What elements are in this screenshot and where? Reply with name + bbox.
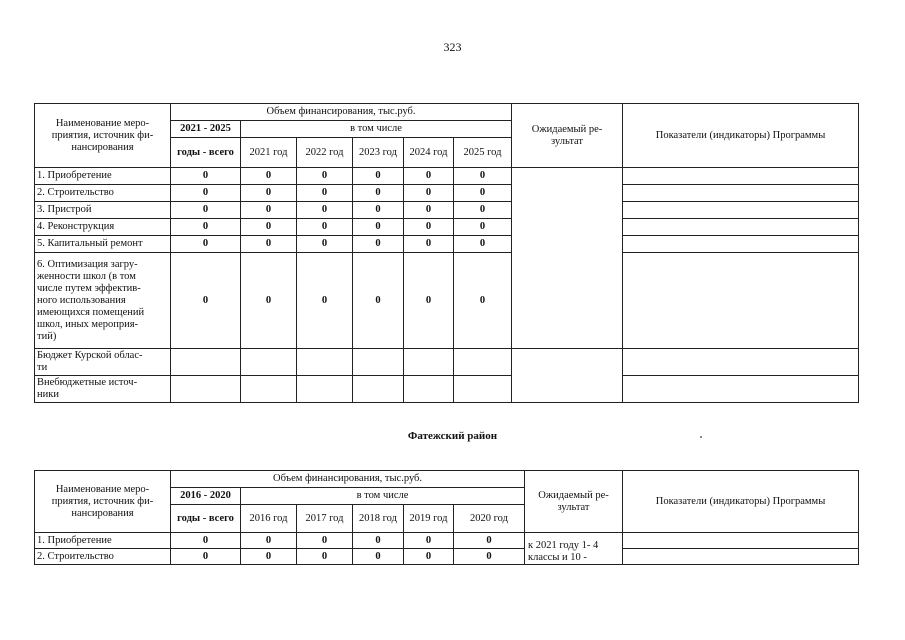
cell-value: 0 [404,168,454,185]
cell-value: 0 [353,219,404,236]
header-total: годы - всего [171,138,241,168]
cell-value: 0 [454,185,512,202]
cell-value: 0 [404,236,454,253]
cell-total: 0 [171,236,241,253]
cell-value: 0 [241,236,297,253]
result-cell: к 2021 году 1- 4 классы и 10 - [525,533,623,565]
header-including: в том числе [241,121,512,138]
cell-value: 0 [454,253,512,349]
cell-total: 0 [171,533,241,549]
header-year-2: 2017 год [297,505,353,533]
cell-value: 0 [241,168,297,185]
header-year-4: 2024 год [404,138,454,168]
row-name: 2. Строительство [35,185,171,202]
cell-value: 0 [454,236,512,253]
financing-table-1 [34,103,859,403]
cell-value: 0 [241,185,297,202]
table-row [35,202,859,219]
header-year-1: 2016 год [241,505,297,533]
cell-value: 0 [454,549,525,565]
page-number: 323 [443,40,462,54]
cell-value [454,349,512,376]
indicator-cell [623,549,859,565]
result-cell [512,168,623,349]
cell-value [454,376,512,403]
cell-total [171,376,241,403]
cell-value: 0 [297,219,353,236]
cell-value: 0 [353,202,404,219]
indicator-cell [623,349,859,376]
cell-value: 0 [297,168,353,185]
table-row [35,549,859,565]
cell-total: 0 [171,168,241,185]
cell-value: 0 [241,549,297,565]
cell-value: 0 [241,202,297,219]
cell-value: 0 [404,219,454,236]
table-row [35,185,859,202]
table-row [35,253,859,349]
cell-value: 0 [241,219,297,236]
header-year-5: 2020 год [454,505,525,533]
result-cell [512,349,623,403]
cell-value [241,349,297,376]
cell-value: 0 [404,202,454,219]
cell-total: 0 [171,202,241,219]
row-name: 1. Приобретение [35,168,171,185]
cell-value: 0 [353,253,404,349]
header-year-5: 2025 год [454,138,512,168]
table-row [35,236,859,253]
header-result: Ожидаемый ре- зультат [512,104,623,168]
row-name: 4. Реконструкция [35,219,171,236]
table-row [35,168,859,185]
table-row [35,376,859,403]
cell-value: 0 [404,533,454,549]
header-indicators: Показатели (индикаторы) Программы [623,471,859,533]
cell-total [171,349,241,376]
row-name: Внебюджетные источ- ники [35,376,171,403]
cell-value: 0 [297,202,353,219]
header-including: в том числе [241,488,525,505]
cell-value: 0 [454,219,512,236]
header-total: годы - всего [171,505,241,533]
header-period: 2016 - 2020 [171,488,241,505]
row-name: Бюджет Курской облас- ти [35,349,171,376]
cell-value [353,349,404,376]
cell-value: 0 [297,549,353,565]
cell-value: 0 [297,533,353,549]
indicator-cell [623,219,859,236]
cell-value [297,349,353,376]
indicator-cell [623,236,859,253]
cell-value: 0 [353,168,404,185]
header-year-2: 2022 год [297,138,353,168]
cell-value [353,376,404,403]
table-row [35,349,859,376]
header-volume: Объем финансирования, тыс.руб. [171,104,512,121]
cell-value: 0 [454,168,512,185]
header-year-1: 2021 год [241,138,297,168]
cell-value: 0 [353,533,404,549]
cell-value: 0 [241,253,297,349]
cell-value: 0 [297,236,353,253]
cell-value [241,376,297,403]
cell-value: 0 [404,185,454,202]
cell-total: 0 [171,549,241,565]
header-year-3: 2018 год [353,505,404,533]
cell-value: 0 [454,533,525,549]
header-indicators: Показатели (индикаторы) Программы [623,104,859,168]
row-name: 2. Строительство [35,549,171,565]
indicator-cell [623,185,859,202]
cell-value: 0 [241,533,297,549]
cell-value [297,376,353,403]
indicator-cell [623,253,859,349]
cell-value: 0 [404,253,454,349]
indicator-cell [623,376,859,403]
header-year-4: 2019 год [404,505,454,533]
cell-value: 0 [353,185,404,202]
row-name: 5. Капитальный ремонт [35,236,171,253]
cell-value: 0 [353,236,404,253]
header-name: Наименование меро- приятия, источник фи- нансирования [35,104,171,168]
cell-value: 0 [297,185,353,202]
cell-value: 0 [404,549,454,565]
cell-value: 0 [353,549,404,565]
indicator-cell [623,202,859,219]
header-period: 2021 - 2025 [171,121,241,138]
cell-value [404,349,454,376]
cell-total: 0 [171,185,241,202]
cell-value: 0 [297,253,353,349]
indicator-cell [623,533,859,549]
header-year-3: 2023 год [353,138,404,168]
financing-table-2 [34,470,859,565]
cell-total: 0 [171,253,241,349]
cell-total: 0 [171,219,241,236]
row-name: 6. Оптимизация загру- женности школ (в том числе путем эффектив- ного использования имеющихся помещений школ, иных мероприя- тий) [35,253,171,349]
table-row [35,219,859,236]
scan-speck [700,436,702,438]
cell-value: 0 [454,202,512,219]
row-name: 1. Приобретение [35,533,171,549]
section-title: Фатежский район [407,430,498,442]
table-row [35,533,859,549]
indicator-cell [623,168,859,185]
cell-value [404,376,454,403]
row-name: 3. Пристрой [35,202,171,219]
header-result: Ожидаемый ре- зультат [525,471,623,533]
header-volume: Объем финансирования, тыс.руб. [171,471,525,488]
header-name: Наименование меро- приятия, источник фи- нансирования [35,471,171,533]
